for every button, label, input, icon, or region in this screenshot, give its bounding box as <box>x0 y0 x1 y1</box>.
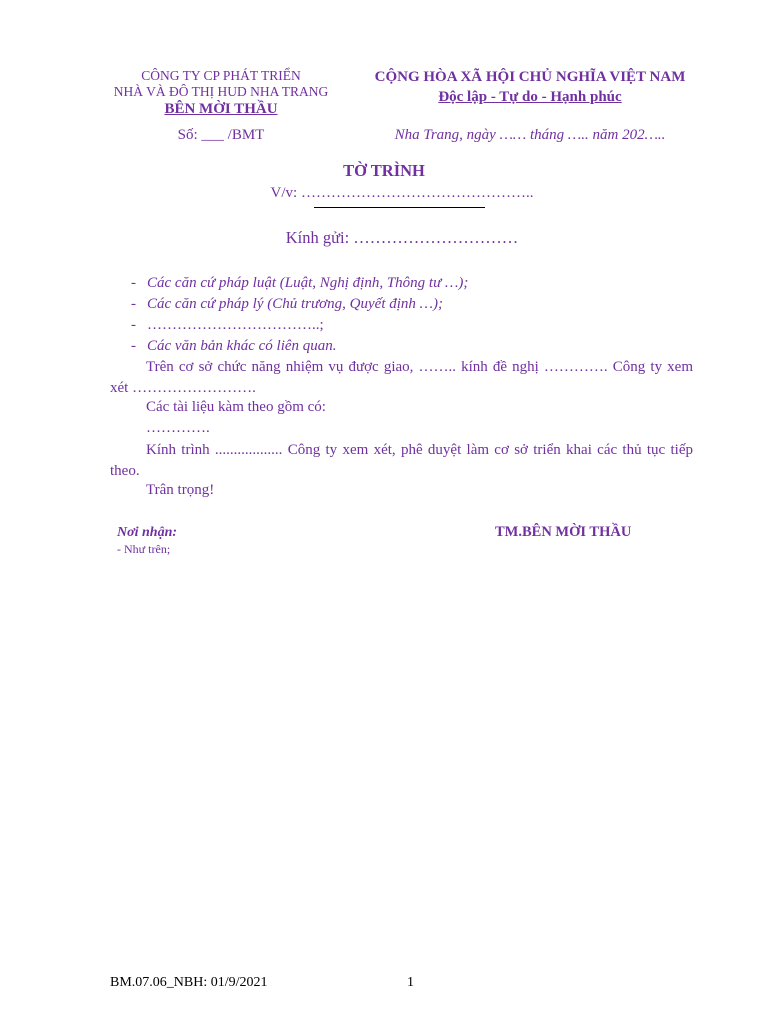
list-item <box>131 316 324 334</box>
bullet-dash: - <box>131 275 136 291</box>
national-motto <box>350 88 710 106</box>
org-role <box>101 100 341 118</box>
form-code: BM.07.06_NBH: 01/9/2021 <box>110 975 268 990</box>
document-number: Số: ___ /BMT <box>177 127 265 143</box>
bullet-dash: - <box>131 317 136 333</box>
document-subject: V/v: ……………………………………….. <box>270 185 534 201</box>
recipients-label: Nơi nhận: <box>117 525 178 540</box>
attachments-label: Các tài liệu kàm theo gồm có: <box>146 399 326 415</box>
list-item <box>131 337 337 355</box>
national-title: CỘNG HÒA XÃ HỘI CHỦ NGHĨA VIỆT NAM <box>374 69 686 85</box>
list-item-text: Các căn cứ pháp luật (Luật, Nghị định, Thông tư …); <box>147 275 469 291</box>
list-item <box>131 274 468 292</box>
org-name-line2: NHÀ VÀ ĐÔ THỊ HUD NHA TRANG <box>113 84 329 99</box>
closing-line: Trân trọng! <box>146 482 215 498</box>
place-date: Nha Trang, ngày …… tháng ….. năm 202….. <box>394 127 666 143</box>
subject-underline <box>314 207 485 208</box>
signer-title: TM.BÊN MỜI THẦU <box>495 524 632 540</box>
bullet-dash: - <box>131 338 136 354</box>
document-title: TỜ TRÌNH <box>343 161 425 180</box>
list-item-text: Các căn cứ pháp lý (Chủ trương, Quyết định …); <box>147 296 443 312</box>
org-name-line1: CÔNG TY CP PHÁT TRIỂN <box>141 68 301 83</box>
page-number: 1 <box>407 975 414 990</box>
body-paragraph-2: Kính trình .................. Công ty xem xét, phê duyệt làm cơ sở triển khai các thủ tục tiếp theo. <box>110 442 693 479</box>
list-item <box>131 295 443 313</box>
body-paragraph-1: Trên cơ sở chức năng nhiệm vụ được giao, …….. kính đề nghị …………. Công ty xem xét ……………………. <box>110 359 693 396</box>
recipient-line: Kính gửi: ………………………… <box>285 228 519 247</box>
list-item-text: Các văn bản khác có liên quan. <box>147 338 337 354</box>
national-motto-text: Độc lập - Tự do - Hạnh phúc <box>438 89 622 105</box>
recipients-item: - Như trên; <box>117 542 171 556</box>
org-role-text: BÊN MỜI THẦU <box>164 101 278 117</box>
attachments-value: …………. <box>146 420 210 436</box>
list-item-text: ……………………………..; <box>147 317 324 333</box>
bullet-dash: - <box>131 296 136 312</box>
